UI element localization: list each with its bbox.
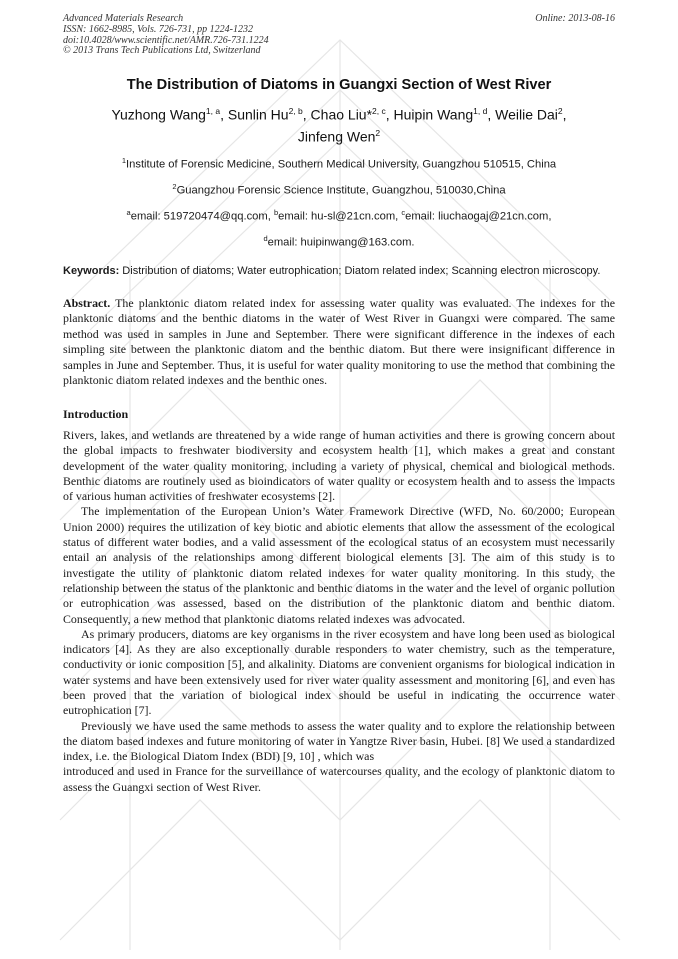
author-name: Sunlin Hu xyxy=(227,106,289,123)
issn-line: ISSN: 1662-8985, Vols. 726-731, pp 1224-1232 xyxy=(63,23,253,35)
author-name: Yuzhong Wang xyxy=(111,106,206,123)
email-mark: b xyxy=(273,207,279,217)
email-text: email: 519720474@qq.com, xyxy=(130,210,274,223)
email-text: email: huipinwang@163.com. xyxy=(267,236,415,249)
affiliation-1 xyxy=(63,150,615,176)
section-heading: Introduction xyxy=(63,406,129,421)
abstract-label: Abstract. xyxy=(63,295,111,310)
affiliation-mark: 2 xyxy=(172,181,177,191)
author-separator: , xyxy=(302,106,311,123)
author-separator: , xyxy=(487,106,496,123)
keywords-label: Keywords: xyxy=(63,265,120,278)
journal-name: Advanced Materials Research xyxy=(63,13,184,24)
affiliation-2 xyxy=(63,176,615,202)
author-separator: , xyxy=(562,106,567,123)
author-affiliation-mark: 2, b xyxy=(288,106,303,117)
doi-line: doi:10.4028/www.scientific.net/AMR.726-731.1224 xyxy=(63,34,269,46)
author-name: Jinfeng Wen xyxy=(297,128,376,145)
author-affiliation-mark: 1, a xyxy=(205,106,221,117)
keywords-text: Distribution of diatoms; Water eutrophication; Diatom related index; Scanning electron microscopy. xyxy=(119,265,601,278)
email-mark: d xyxy=(263,234,268,244)
paper-title: The Distribution of Diatoms in Guangxi Section of West River xyxy=(126,77,552,94)
affiliations-block xyxy=(63,150,615,255)
author-separator: , xyxy=(385,106,394,123)
author-affiliation-mark: 2, c xyxy=(372,106,386,117)
email-text: email: hu-sl@21cn.com, xyxy=(278,210,402,223)
intro-paragraph-1: Rivers, lakes, and wetlands are threatened by a wide range of human activities and there is growing concern about the global impacts to freshwater biodiversity and ecosystem health [1], which makes a great and constant development of the water quality monitoring, including a variety of physical, chemical and biological methods. Benthic diatoms are routinely used as bioindicators of water quality or ecosystem health and to assess the impacts of various human activities of freshwater ecosystems [2]. xyxy=(63,427,615,504)
paper-page xyxy=(63,14,615,795)
page-header xyxy=(63,14,615,57)
author-affiliation-mark: 2 xyxy=(375,127,381,138)
author-affiliation-mark: 1, d xyxy=(473,106,488,117)
affiliation-text: Guangzhou Forensic Science Institute, Guangzhou, 510030,China xyxy=(176,184,506,197)
copyright-line: © 2013 Trans Tech Publications Ltd, Switzerland xyxy=(63,45,261,57)
affiliation-text: Institute of Forensic Medicine, Southern Medical University, Guangzhou 510515, China xyxy=(126,158,557,171)
author-name: Chao Liu* xyxy=(310,106,373,123)
email-line xyxy=(63,228,615,254)
keywords-block xyxy=(63,264,615,279)
affiliation-mark: 1 xyxy=(121,155,127,165)
author-list xyxy=(63,102,615,145)
intro-paragraph-3: As primary producers, diatoms are key organisms in the river ecosystem and have long been used as biological indicators [4]. As they are also exceptionally durable responders to water chemistry, such as the temperature, conductivity or ionic composition [5], and alkalinity. Diatoms are convenient organisms for biological indication in water systems and have been extensively used for river water quality assessment and monitoring [6], and even has been proved that the variation of biological index should be useful in indicating the occurrence water eutrophication [7]. xyxy=(63,626,615,718)
author-separator: , xyxy=(220,106,228,123)
abstract-text: The planktonic diatom related index for assessing water quality was evaluated. The indexes for the planktonic diatoms and the benthic diatoms in the water of West River in Guangxi were compared. The same method was used in samples in June and September. There were significant difference in the indexes of each simpling site between the planktonic diatom and the benthic diatom. But there were insignificant difference in samples in June and September. Thus, it is useful for water quality monitoring to use the method that combining the planktonic diatom related indexes and the benthic ones. xyxy=(63,295,615,388)
email-mark: a xyxy=(126,207,131,217)
email-text: email: liuchaogaj@21cn.com, xyxy=(405,210,552,223)
abstract-block xyxy=(63,296,615,389)
email-line xyxy=(63,202,615,228)
online-date: Online: 2013-08-16 xyxy=(535,13,615,24)
author-name: Huipin Wang xyxy=(393,106,474,123)
author-name: Weilie Dai xyxy=(495,106,558,123)
intro-paragraph-5: introduced and used in France for the surveillance of watercourses quality, and the ecology of planktonic diatom to assess the Guangxi section of West River. xyxy=(63,764,615,794)
publication-meta xyxy=(63,14,269,57)
author-affiliation-mark: 2 xyxy=(557,106,563,117)
intro-paragraph-4: Previously we have used the same methods to assess the water quality and to explore the relationship between the diatom based indexes and future monitoring of water in Yangtze River basin, Hubei. [8] We used a standardized index, i.e. the Biological Diatom Index (BDI) [9, 10] , which was xyxy=(63,718,615,764)
email-mark: c xyxy=(401,207,406,217)
intro-paragraph-2: The implementation of the European Union’s Water Framework Directive (WFD, No. 60/2000; European Union 2000) requires the utilization of key biotic and abiotic elements that allow the assessment of the ecological status of different water bodies, and a valid assessment of the ecological status of an ecosystem must necessarily entail an analysis of the relationships among different biological elements [3]. The aim of this study is to investigate the utility of planktonic diatom related indexes for water quality monitoring. In this study, the relationship between the status of the planktonic and benthic diatoms in the water and the level of organic pollution or eutrophication was assessed, based on the distribution of the planktonic diatom and benthic diatom. Consequently, a new method that planktonic diatoms related indexes was advocated. xyxy=(63,504,615,626)
